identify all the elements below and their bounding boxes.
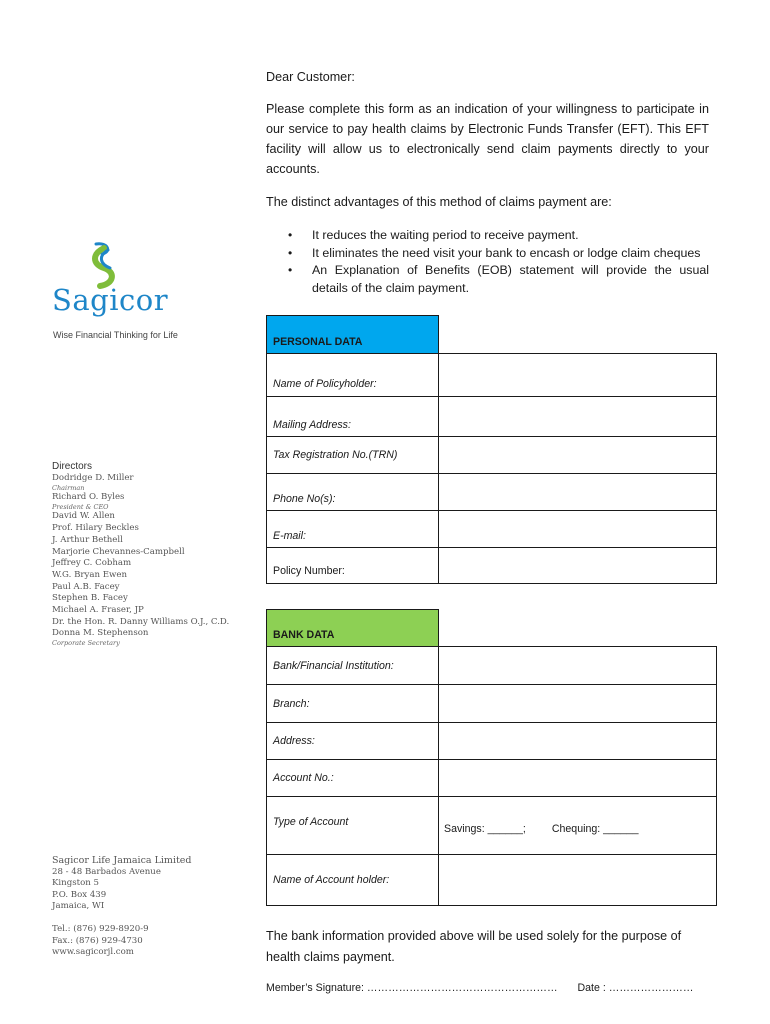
logo-tagline: Wise Financial Thinking for Life (53, 330, 178, 340)
directors-list (52, 461, 229, 648)
signature-label: Member’s Signature: (266, 982, 364, 994)
fax: Fax.: (876) 929-4730 (52, 935, 143, 946)
director-name: Prof. Hilary Beckles (52, 523, 139, 534)
director-name: Jeffrey C. Cobham (52, 558, 132, 569)
email-field[interactable] (439, 511, 717, 548)
savings-option[interactable]: Savings: ______; (444, 822, 526, 835)
company-address (52, 855, 192, 959)
bank-data-form (266, 609, 717, 906)
address-line: 28 - 48 Barbados Avenue (52, 866, 161, 877)
list-item: • It eliminates the need visit your bank to encash or lodge claim cheques (288, 245, 701, 260)
bank-institution-label: Bank/Financial Institution: (267, 647, 439, 685)
director-name: Marjorie Chevannes-Campbell (52, 546, 185, 557)
bank-address-label: Address: (267, 723, 439, 760)
list-item: • It reduces the waiting period to receive payment. (288, 228, 579, 242)
personal-data-header: PERSONAL DATA (267, 316, 439, 354)
website-link[interactable]: www.sagicorjl.com (52, 947, 134, 958)
account-type-field (439, 797, 717, 855)
bank-address-field[interactable] (439, 723, 717, 760)
chequing-option[interactable]: Chequing: ______ (551, 822, 639, 835)
directors-heading: Directors (52, 461, 93, 472)
phone-field[interactable] (439, 474, 717, 511)
bank-info-note: The bank information provided above will be used solely for the purpose of health claims payment. (266, 929, 682, 964)
director-name: Donna M. Stephenson (52, 628, 149, 639)
phone-label: Phone No(s): (267, 474, 439, 511)
director-role: Chairman (52, 483, 85, 492)
director-role: Corporate Secretary (52, 639, 120, 648)
director-name: Michael A. Fraser, JP (52, 605, 144, 616)
bank-data-header: BANK DATA (267, 610, 439, 647)
date-field[interactable]: …………………… (608, 982, 694, 994)
mailing-address-label: Mailing Address: (267, 397, 439, 437)
branch-label: Branch: (267, 685, 439, 723)
date-label: Date : (577, 982, 606, 994)
account-type-label: Type of Account (267, 797, 439, 855)
policy-number-label: Policy Number: (267, 548, 439, 584)
signature-line (266, 982, 693, 994)
director-role: President & CEO (52, 502, 109, 511)
policy-number-field[interactable] (439, 548, 717, 584)
director-name: Dodridge D. Miller (52, 473, 134, 483)
address-line: Jamaica, WI (52, 901, 105, 912)
director-name: David W. Allen (52, 511, 115, 522)
account-number-label: Account No.: (267, 760, 439, 797)
advantages-list (266, 227, 709, 297)
telephone: Tel.: (876) 929-8920-9 (52, 923, 149, 934)
account-holder-label: Name of Account holder: (267, 855, 439, 906)
policyholder-name-field[interactable] (439, 354, 717, 397)
intro-paragraph: Please complete this form as an indication of your willingness to participate in our service to pay health claims by Electronic Funds Transfer (EFT). This EFT facility will allow us to electronically send claim payments directly to your accounts. (266, 102, 709, 176)
salutation: Dear Customer: (266, 70, 355, 84)
director-name: Paul A.B. Facey (52, 581, 120, 592)
director-name: J. Arthur Bethell (52, 534, 123, 545)
director-name: Stephen B. Facey (52, 593, 128, 604)
bank-institution-field[interactable] (439, 647, 717, 685)
policyholder-name-label: Name of Policyholder: (267, 354, 439, 397)
email-label: E-mail: (267, 511, 439, 548)
account-number-field[interactable] (439, 760, 717, 797)
address-line: Kingston 5 (52, 878, 99, 889)
director-name: W.G. Bryan Ewen (52, 569, 128, 580)
mailing-address-field[interactable] (439, 397, 717, 437)
trn-label: Tax Registration No.(TRN) (267, 437, 439, 474)
trn-field[interactable] (439, 437, 717, 474)
director-name: Dr. the Hon. R. Danny Williams O.J., C.D. (52, 616, 230, 627)
advantages-heading: The distinct advantages of this method of claims payment are: (266, 195, 612, 209)
director-name: Richard O. Byles (52, 492, 125, 503)
signature-field[interactable]: ……………………………………………… (366, 982, 558, 994)
list-item: • An Explanation of Benefits (EOB) statement will provide the usual details of the claim payment. (288, 263, 709, 295)
address-line: P.O. Box 439 (52, 889, 107, 900)
branch-field[interactable] (439, 685, 717, 723)
company-name: Sagicor Life Jamaica Limited (52, 855, 192, 866)
logo-wordmark: Sagicor (52, 283, 169, 317)
account-holder-field[interactable] (439, 855, 717, 906)
personal-data-form (266, 315, 717, 584)
